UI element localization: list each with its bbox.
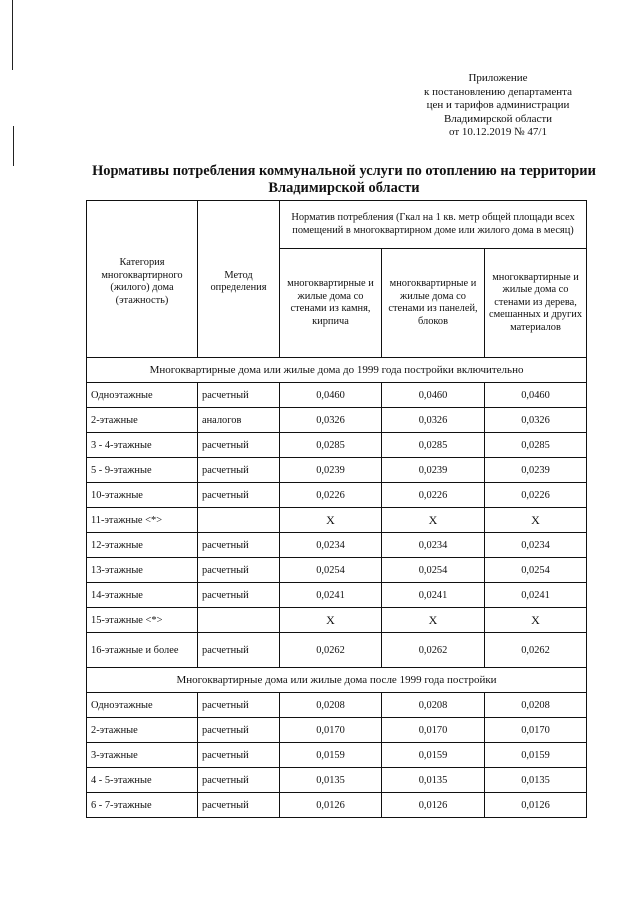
cell-floors: 2-этажные — [87, 408, 198, 433]
cell-value-panel: 0,0460 — [382, 383, 485, 408]
cell-value-wood: 0,0170 — [485, 718, 587, 743]
appendix-line: к постановлению департамента — [424, 85, 572, 98]
cell-value-wood: X — [485, 508, 587, 533]
cell-floors: 2-этажные — [87, 718, 198, 743]
cell-value-stone: 0,0460 — [280, 383, 382, 408]
cell-value-stone: X — [280, 608, 382, 633]
cell-value-panel: 0,0234 — [382, 533, 485, 558]
cell-floors: 16-этажные и более — [87, 633, 198, 668]
cell-floors: 3 - 4-этажные — [87, 433, 198, 458]
table-row — [87, 633, 587, 668]
cell-method — [198, 508, 280, 533]
title-line: Нормативы потребления коммунальной услуги по отоплению на территории — [92, 163, 596, 179]
cell-floors: Одноэтажные — [87, 693, 198, 718]
cell-value-stone: X — [280, 508, 382, 533]
cell-floors: 15-этажные <*> — [87, 608, 198, 633]
cell-value-wood: 0,0326 — [485, 408, 587, 433]
cell-floors: 12-этажные — [87, 533, 198, 558]
header-stone-walls: многоквартирные и жилые дома со стенами из камня, кирпича — [280, 249, 382, 358]
cell-value-stone: 0,0135 — [280, 768, 382, 793]
table-row — [87, 408, 587, 433]
cell-floors: 6 - 7-этажные — [87, 793, 198, 818]
table-row — [87, 433, 587, 458]
appendix-line: Приложение — [468, 72, 528, 84]
cell-value-stone: 0,0326 — [280, 408, 382, 433]
document-title — [84, 163, 604, 196]
table-row — [87, 458, 587, 483]
cell-floors: 10-этажные — [87, 483, 198, 508]
cell-value-stone: 0,0254 — [280, 558, 382, 583]
cell-value-stone: 0,0126 — [280, 793, 382, 818]
header-wood-walls: многоквартирные и жилые дома со стенами из дерева, смешанных и других материалов — [485, 249, 587, 358]
table-row — [87, 583, 587, 608]
cell-value-panel: X — [382, 608, 485, 633]
cell-value-wood: 0,0460 — [485, 383, 587, 408]
cell-method: расчетный — [198, 433, 280, 458]
cell-value-panel: 0,0170 — [382, 718, 485, 743]
cell-value-stone: 0,0170 — [280, 718, 382, 743]
cell-floors: Одноэтажные — [87, 383, 198, 408]
cell-method: расчетный — [198, 533, 280, 558]
cell-value-panel: 0,0159 — [382, 743, 485, 768]
cell-value-wood: 0,0208 — [485, 693, 587, 718]
header-norm: Норматив потребления (Гкал на 1 кв. метр общей площади всех помещений в многоквартирном доме или жилого дома в месяц) — [280, 201, 587, 249]
cell-value-wood: 0,0126 — [485, 793, 587, 818]
cell-value-stone: 0,0239 — [280, 458, 382, 483]
table-header-row — [87, 201, 587, 249]
cell-value-stone: 0,0285 — [280, 433, 382, 458]
cell-value-stone: 0,0159 — [280, 743, 382, 768]
cell-value-panel: 0,0135 — [382, 768, 485, 793]
cell-method: расчетный — [198, 768, 280, 793]
table-row — [87, 608, 587, 633]
section-title: Многоквартирные дома или жилые дома до 1999 года постройки включительно — [87, 358, 587, 383]
table-row — [87, 743, 587, 768]
header-panel-walls: многоквартирные и жилые дома со стенами из панелей, блоков — [382, 249, 485, 358]
cell-value-panel: 0,0239 — [382, 458, 485, 483]
cell-method: аналогов — [198, 408, 280, 433]
cell-value-stone: 0,0262 — [280, 633, 382, 668]
scan-edge-line — [12, 0, 13, 70]
cell-value-panel: 0,0126 — [382, 793, 485, 818]
table-row — [87, 508, 587, 533]
section-title: Многоквартирные дома или жилые дома после 1999 года постройки — [87, 668, 587, 693]
cell-floors: 14-этажные — [87, 583, 198, 608]
cell-value-panel: 0,0208 — [382, 693, 485, 718]
cell-value-stone: 0,0241 — [280, 583, 382, 608]
cell-value-panel: X — [382, 508, 485, 533]
appendix-line: Владимирской области — [443, 112, 553, 125]
cell-value-wood: 0,0241 — [485, 583, 587, 608]
table-row — [87, 533, 587, 558]
cell-value-panel: 0,0241 — [382, 583, 485, 608]
table-row — [87, 483, 587, 508]
cell-method: расчетный — [198, 383, 280, 408]
cell-method: расчетный — [198, 558, 280, 583]
cell-value-stone: 0,0208 — [280, 693, 382, 718]
cell-method: расчетный — [198, 583, 280, 608]
cell-floors: 4 - 5-этажные — [87, 768, 198, 793]
table-row — [87, 693, 587, 718]
scan-edge-line — [13, 126, 14, 166]
cell-value-wood: 0,0262 — [485, 633, 587, 668]
cell-method: расчетный — [198, 483, 280, 508]
table-row — [87, 768, 587, 793]
appendix-line: от 10.12.2019 № 47/1 — [449, 126, 547, 138]
cell-value-panel: 0,0326 — [382, 408, 485, 433]
cell-value-wood: 0,0239 — [485, 458, 587, 483]
cell-method: расчетный — [198, 633, 280, 668]
cell-floors: 13-этажные — [87, 558, 198, 583]
cell-value-panel: 0,0285 — [382, 433, 485, 458]
cell-value-panel: 0,0254 — [382, 558, 485, 583]
cell-method: расчетный — [198, 718, 280, 743]
cell-value-wood: 0,0285 — [485, 433, 587, 458]
title-line: Владимирской области — [268, 179, 420, 196]
appendix-block — [403, 72, 593, 140]
header-category: Категория многоквартирного (жилого) дома (этажность) — [87, 201, 198, 358]
cell-floors: 5 - 9-этажные — [87, 458, 198, 483]
cell-value-panel: 0,0226 — [382, 483, 485, 508]
table-row — [87, 793, 587, 818]
cell-method: расчетный — [198, 458, 280, 483]
cell-floors: 11-этажные <*> — [87, 508, 198, 533]
table-row — [87, 558, 587, 583]
section-row — [87, 358, 587, 383]
cell-value-wood: 0,0234 — [485, 533, 587, 558]
cell-value-wood: X — [485, 608, 587, 633]
cell-floors: 3-этажные — [87, 743, 198, 768]
cell-value-stone: 0,0226 — [280, 483, 382, 508]
appendix-line: цен и тарифов администрации — [426, 99, 570, 111]
header-method: Метод определения — [198, 201, 280, 358]
norms-table — [86, 200, 587, 818]
cell-value-wood: 0,0135 — [485, 768, 587, 793]
cell-value-wood: 0,0226 — [485, 483, 587, 508]
cell-value-stone: 0,0234 — [280, 533, 382, 558]
cell-value-panel: 0,0262 — [382, 633, 485, 668]
table-row — [87, 383, 587, 408]
cell-value-wood: 0,0254 — [485, 558, 587, 583]
table-row — [87, 718, 587, 743]
cell-value-wood: 0,0159 — [485, 743, 587, 768]
cell-method: расчетный — [198, 743, 280, 768]
cell-method: расчетный — [198, 793, 280, 818]
cell-method — [198, 608, 280, 633]
cell-method: расчетный — [198, 693, 280, 718]
section-row — [87, 668, 587, 693]
